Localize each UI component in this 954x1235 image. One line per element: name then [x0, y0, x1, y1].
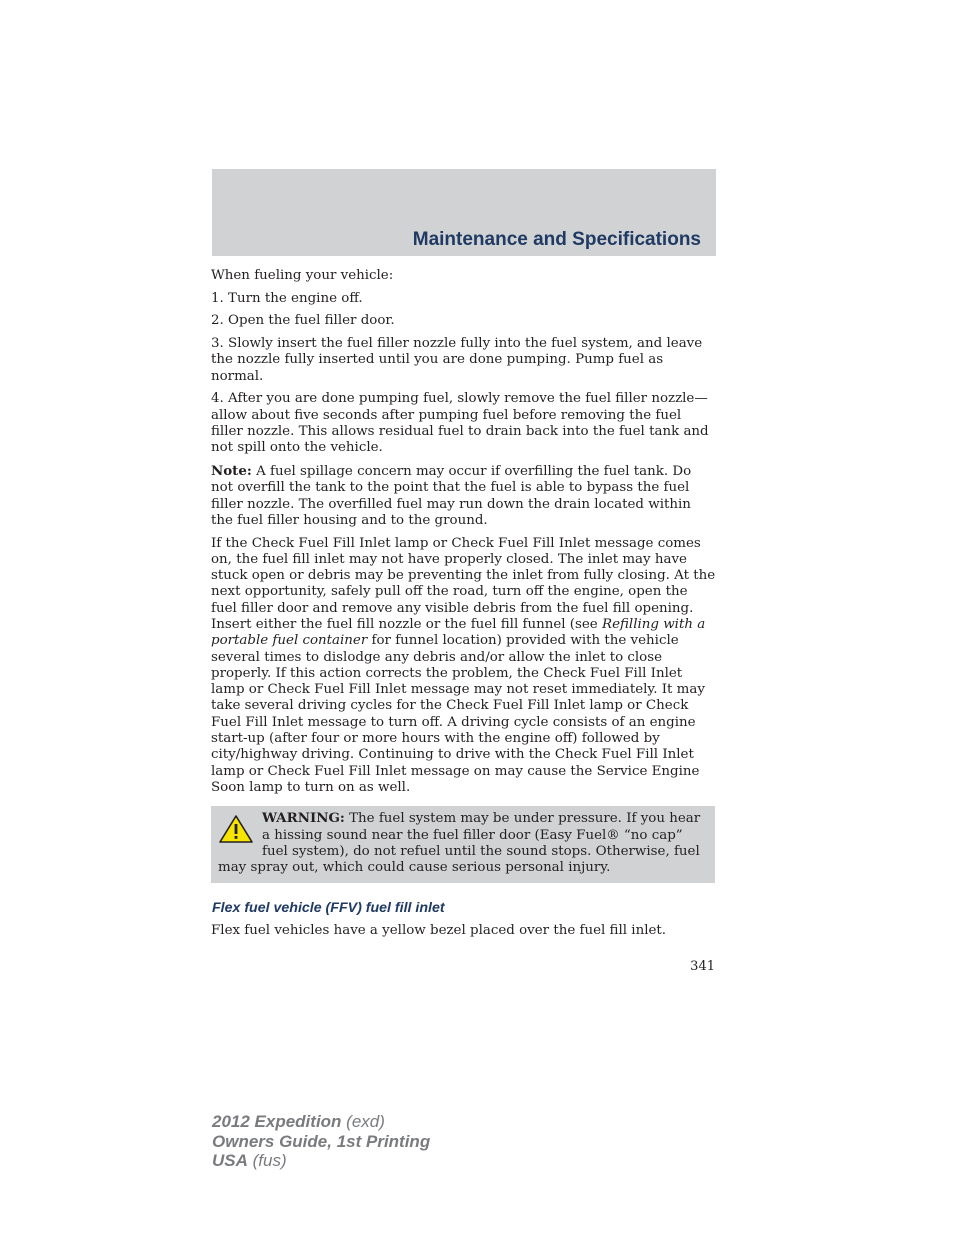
step-3: 3. Slowly insert the fuel filler nozzle fully into the fuel system, and leave the nozzle fully inserted until you are done pumping. Pump fuel as normal. [211, 336, 703, 384]
footer-model: 2012 Expedition [212, 1112, 342, 1131]
inlet-text-part-1: If the Check Fuel Fill Inlet lamp or Check Fuel Fill Inlet message comes on, the fuel fill inlet may not have properly closed. The inlet may have stuck open or debris may be preventing the inlet from fully closing. At the next opportunity, safely pull off the road, turn off the engine, open the fuel filler door and remove any visible debris from the fuel fill opening. Insert either the fuel fill nozzle or the fuel fill funnel (see [211, 535, 716, 632]
page-content [211, 268, 717, 945]
intro-paragraph: When fueling your vehicle: [211, 268, 394, 283]
footer-market: USA [212, 1151, 248, 1170]
footer-line-market [212, 1151, 430, 1171]
page-number: 341 [690, 959, 715, 974]
step-4: 4. After you are done pumping fuel, slowly remove the fuel filler nozzle—allow about five seconds after pumping fuel before removing the fuel filler nozzle. This allows residual fuel to drain back into the fuel tank and not spill onto the vehicle. [211, 391, 709, 456]
section-title: Maintenance and Specifications [412, 229, 701, 250]
note-text: A fuel spillage concern may occur if overfilling the fuel tank. Do not overfill the tank to the point that the fuel is able to bypass the fuel filler nozzle. The overfilled fuel may run down the drain located within the fuel filler housing and to the ground. [211, 463, 692, 528]
footer-model-code: (exd) [341, 1112, 385, 1131]
step-2: 2. Open the fuel filler door. [211, 313, 395, 329]
note-paragraph [211, 463, 717, 529]
fuel-inlet-paragraph [211, 536, 717, 797]
step-1: 1. Turn the engine off. [211, 290, 363, 306]
warning-triangle-icon [218, 814, 254, 844]
note-label: Note: [211, 462, 252, 479]
warning-text [218, 810, 709, 876]
cross-reference: Refilling with a portable fuel container [211, 616, 706, 649]
document-footer [212, 1112, 430, 1171]
footer-line-model [212, 1112, 430, 1132]
subsection-paragraph: Flex fuel vehicles have a yellow bezel placed over the fuel fill inlet. [211, 922, 667, 938]
subsection-heading: Flex fuel vehicle (FFV) fuel fill inlet [212, 900, 445, 917]
inlet-text-part-2: for funnel location) provided with the vehicle several times to dislodge any debris and/or allow the inlet to close properly. If this action corrects the problem, the Check Fuel Fill Inlet lamp or Check Fuel Fill Inlet message may not reset immediately. It may take several driving cycles for the Check Fuel Fill Inlet lamp or Check Fuel Fill Inlet message to turn off. A driving cycle consists of an engine start-up (after four or more hours with the engine off) followed by city/highway driving. Continuing to drive with the Check Fuel Fill Inlet lamp or Check Fuel Fill Inlet message on may cause the Service Engine Soon lamp to turn on as well. [211, 633, 705, 795]
section-header-band [212, 169, 716, 256]
warning-body: The fuel system may be under pressure. If you hear a hissing sound near the fuel filler door (Easy Fuel® “no cap” fuel system), do not refuel until the sound stops. Otherwise, fuel may spray out, which could cause serious personal injury. [218, 811, 701, 876]
footer-market-code: (fus) [247, 1151, 287, 1170]
footer-line-guide: Owners Guide, 1st Printing [212, 1131, 431, 1151]
warning-box [211, 806, 715, 883]
warning-label: WARNING: [262, 810, 345, 827]
